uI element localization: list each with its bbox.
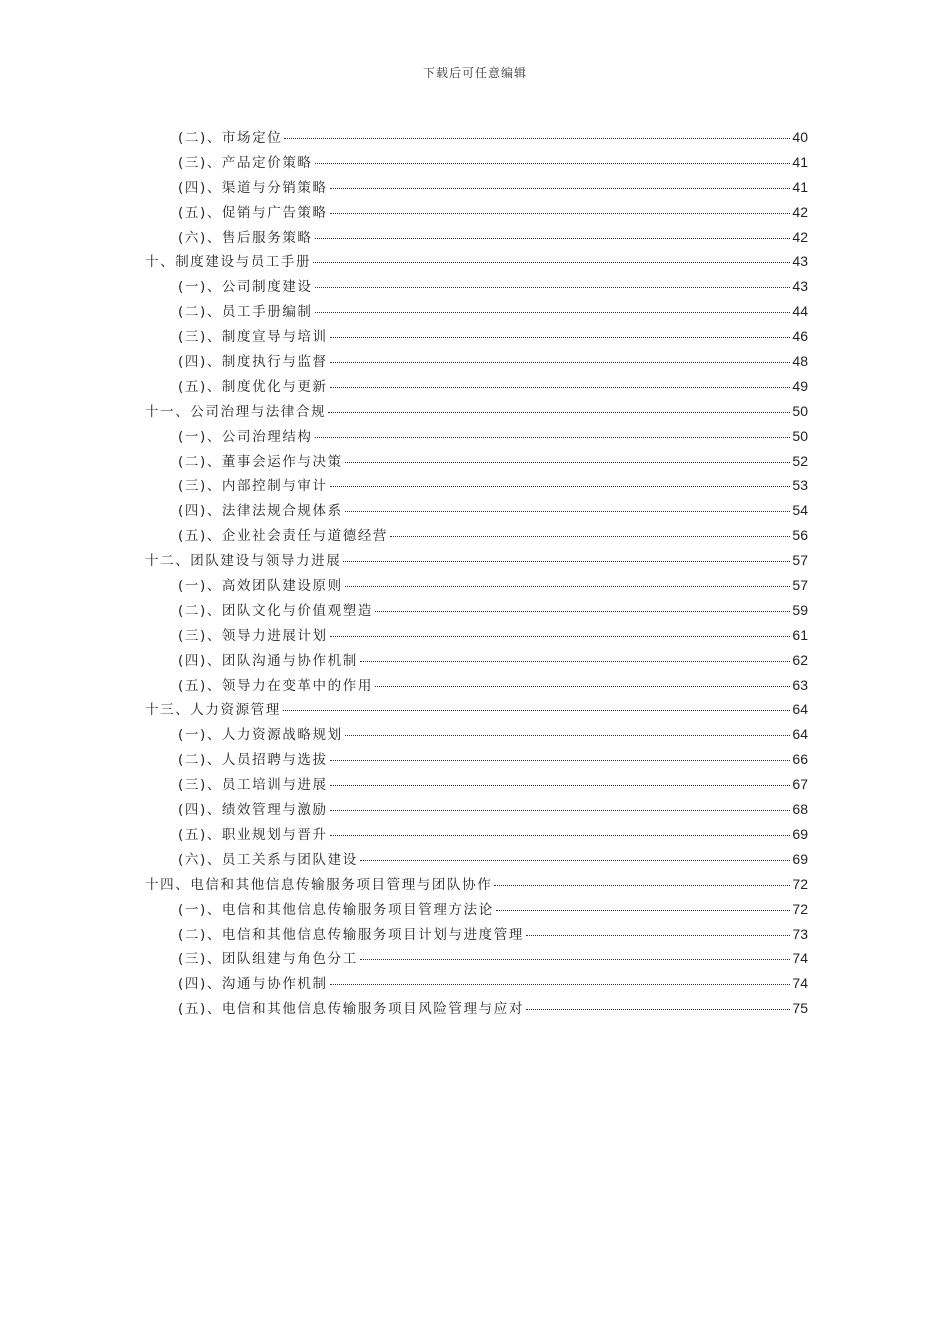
toc-entry-label: 十二、团队建设与领导力进展 xyxy=(145,553,342,570)
toc-dot-leader xyxy=(494,885,790,886)
toc-page-number: 53 xyxy=(792,477,808,494)
toc-chapter-entry[interactable] xyxy=(145,698,808,723)
toc-entry-label: (六)、员工关系与团队建设 xyxy=(178,851,358,868)
toc-dot-leader xyxy=(330,785,791,786)
toc-section-entry[interactable] xyxy=(145,474,808,499)
toc-section-entry[interactable] xyxy=(145,798,808,823)
toc-section-entry[interactable] xyxy=(145,450,808,475)
toc-entry-label: 十三、人力资源管理 xyxy=(145,702,281,719)
toc-page-number: 57 xyxy=(792,577,808,594)
toc-dot-leader xyxy=(283,710,791,711)
page-header: 下载后可任意编辑 xyxy=(422,66,527,80)
toc-dot-leader xyxy=(330,337,791,338)
toc-chapter-entry[interactable] xyxy=(145,250,808,275)
toc-section-entry[interactable] xyxy=(145,275,808,300)
toc-entry-label: (五)、电信和其他信息传输服务项目风险管理与应对 xyxy=(178,1001,524,1018)
toc-section-entry[interactable] xyxy=(145,773,808,798)
toc-dot-leader xyxy=(330,362,791,363)
toc-entry-label: (二)、电信和其他信息传输服务项目计划与进度管理 xyxy=(178,926,524,943)
toc-page-number: 40 xyxy=(792,129,808,145)
toc-dot-leader xyxy=(315,437,791,438)
toc-page-number: 41 xyxy=(792,178,808,195)
toc-entry-label: (一)、人力资源战略规划 xyxy=(178,727,343,744)
toc-entry-label: 十四、电信和其他信息传输服务项目管理与团队协作 xyxy=(145,876,493,893)
toc-entry-label: 十一、公司治理与法律合规 xyxy=(145,403,327,420)
toc-dot-leader xyxy=(330,486,791,487)
toc-page-number: 67 xyxy=(792,776,808,793)
toc-page-number: 43 xyxy=(792,253,808,270)
toc-page-number: 63 xyxy=(792,676,808,693)
toc-dot-leader xyxy=(345,511,791,512)
toc-chapter-entry[interactable] xyxy=(145,400,808,425)
toc-section-entry[interactable] xyxy=(145,226,808,251)
toc-entry-label: (三)、团队组建与角色分工 xyxy=(178,951,358,968)
toc-section-entry[interactable] xyxy=(145,972,808,997)
toc-dot-leader xyxy=(360,959,791,960)
table-of-contents xyxy=(145,126,808,1022)
toc-dot-leader xyxy=(375,686,790,687)
toc-dot-leader xyxy=(345,462,791,463)
toc-page-number: 56 xyxy=(792,527,808,544)
toc-section-entry[interactable] xyxy=(145,300,808,325)
toc-section-entry[interactable] xyxy=(145,947,808,972)
toc-entry-label: (五)、制度优化与更新 xyxy=(178,378,328,395)
toc-section-entry[interactable] xyxy=(145,723,808,748)
toc-section-entry[interactable] xyxy=(145,151,808,176)
toc-section-entry[interactable] xyxy=(145,325,808,350)
toc-dot-leader xyxy=(315,163,791,164)
toc-dot-leader xyxy=(360,661,791,662)
toc-chapter-entry[interactable] xyxy=(145,549,808,574)
toc-section-entry[interactable] xyxy=(145,674,808,699)
toc-entry-label: 十、制度建设与员工手册 xyxy=(145,254,312,271)
toc-section-entry[interactable] xyxy=(145,425,808,450)
toc-chapter-entry[interactable] xyxy=(145,873,808,898)
toc-page-number: 61 xyxy=(792,626,808,643)
toc-page-number: 48 xyxy=(792,353,808,370)
toc-page-number: 41 xyxy=(792,153,808,170)
toc-dot-leader xyxy=(315,312,791,313)
toc-page-number: 73 xyxy=(792,925,808,942)
toc-section-entry[interactable] xyxy=(145,524,808,549)
toc-dot-leader xyxy=(330,810,791,811)
toc-entry-label: (四)、渠道与分销策略 xyxy=(178,179,328,196)
toc-entry-label: (二)、团队文化与价值观塑造 xyxy=(178,602,373,619)
toc-entry-label: (四)、沟通与协作机制 xyxy=(178,976,328,993)
toc-entry-label: (二)、董事会运作与决策 xyxy=(178,453,343,470)
toc-section-entry[interactable] xyxy=(145,201,808,226)
toc-page-number: 43 xyxy=(792,278,808,295)
toc-page-number: 62 xyxy=(792,651,808,668)
toc-page-number: 72 xyxy=(792,900,808,917)
toc-entry-label: (四)、绩效管理与激励 xyxy=(178,802,328,819)
toc-dot-leader xyxy=(330,213,791,214)
toc-entry-label: (三)、员工培训与进展 xyxy=(178,777,328,794)
toc-page-number: 66 xyxy=(792,751,808,768)
toc-page-number: 75 xyxy=(792,1000,808,1017)
toc-entry-label: (四)、法律法规合规体系 xyxy=(178,503,343,520)
toc-section-entry[interactable] xyxy=(145,176,808,201)
toc-page-number: 44 xyxy=(792,303,808,320)
toc-dot-leader xyxy=(330,387,791,388)
toc-section-entry[interactable] xyxy=(145,649,808,674)
toc-entry-label: (三)、产品定价策略 xyxy=(178,154,313,171)
toc-dot-leader xyxy=(526,935,790,936)
toc-section-entry[interactable] xyxy=(145,499,808,524)
toc-page-number: 49 xyxy=(792,377,808,394)
toc-page-number: 74 xyxy=(792,950,808,967)
toc-entry-label: (五)、职业规划与晋升 xyxy=(178,826,328,843)
toc-entry-label: (四)、制度执行与监督 xyxy=(178,354,328,371)
toc-page-number: 42 xyxy=(792,203,808,220)
toc-page-number: 50 xyxy=(792,427,808,444)
toc-entry-label: (一)、电信和其他信息传输服务项目管理方法论 xyxy=(178,901,494,918)
toc-dot-leader xyxy=(330,984,791,985)
toc-entry-label: (二)、市场定位 xyxy=(178,130,283,146)
toc-page-number: 64 xyxy=(792,726,808,743)
toc-section-entry[interactable] xyxy=(145,375,808,400)
toc-dot-leader xyxy=(284,138,790,139)
toc-section-entry[interactable] xyxy=(145,898,808,923)
toc-section-entry[interactable] xyxy=(145,350,808,375)
toc-page-number: 69 xyxy=(792,850,808,867)
toc-dot-leader xyxy=(315,238,791,239)
toc-page-number: 72 xyxy=(792,875,808,892)
toc-dot-leader xyxy=(343,561,790,562)
toc-entry-label: (三)、内部控制与审计 xyxy=(178,478,328,495)
toc-entry-label: (一)、公司制度建设 xyxy=(178,279,313,296)
toc-entry-label: (五)、促销与广告策略 xyxy=(178,204,328,221)
toc-page-number: 46 xyxy=(792,328,808,345)
toc-entry-label: (四)、团队沟通与协作机制 xyxy=(178,652,358,669)
toc-section-entry[interactable] xyxy=(145,599,808,624)
toc-section-entry[interactable] xyxy=(145,848,808,873)
toc-dot-leader xyxy=(496,910,791,911)
toc-dot-leader xyxy=(328,412,790,413)
toc-section-entry[interactable] xyxy=(145,997,808,1022)
toc-page-number: 57 xyxy=(792,552,808,569)
toc-section-entry[interactable] xyxy=(145,624,808,649)
toc-dot-leader xyxy=(330,188,791,189)
toc-dot-leader xyxy=(330,835,791,836)
toc-entry-label: (六)、售后服务策略 xyxy=(178,229,313,246)
toc-page-number: 52 xyxy=(792,452,808,469)
toc-section-entry[interactable] xyxy=(145,126,808,151)
toc-page-number: 64 xyxy=(792,701,808,718)
toc-page-number: 68 xyxy=(792,801,808,818)
toc-dot-leader xyxy=(390,536,790,537)
toc-section-entry[interactable] xyxy=(145,748,808,773)
toc-page-number: 74 xyxy=(792,975,808,992)
toc-dot-leader xyxy=(526,1009,790,1010)
toc-entry-label: (三)、领导力进展计划 xyxy=(178,627,328,644)
toc-section-entry[interactable] xyxy=(145,823,808,848)
toc-entry-label: (一)、公司治理结构 xyxy=(178,428,313,445)
toc-entry-label: (三)、制度宣导与培训 xyxy=(178,329,328,346)
toc-dot-leader xyxy=(313,262,790,263)
toc-dot-leader xyxy=(345,586,791,587)
toc-dot-leader xyxy=(330,636,791,637)
toc-entry-label: (一)、高效团队建设原则 xyxy=(178,578,343,595)
toc-dot-leader xyxy=(360,860,791,861)
toc-entry-label: (五)、企业社会责任与道德经营 xyxy=(178,528,389,545)
toc-dot-leader xyxy=(315,287,791,288)
toc-entry-label: (五)、领导力在变革中的作用 xyxy=(178,677,373,694)
toc-entry-label: (二)、员工手册编制 xyxy=(178,304,313,321)
toc-section-entry[interactable] xyxy=(145,923,808,948)
toc-dot-leader xyxy=(375,611,790,612)
toc-dot-leader xyxy=(345,735,791,736)
toc-section-entry[interactable] xyxy=(145,574,808,599)
toc-page-number: 42 xyxy=(792,228,808,245)
toc-page-number: 50 xyxy=(792,402,808,419)
toc-entry-label: (二)、人员招聘与选拔 xyxy=(178,752,328,769)
toc-dot-leader xyxy=(330,760,791,761)
toc-page-number: 59 xyxy=(792,601,808,618)
toc-page-number: 54 xyxy=(792,502,808,519)
toc-page-number: 69 xyxy=(792,825,808,842)
